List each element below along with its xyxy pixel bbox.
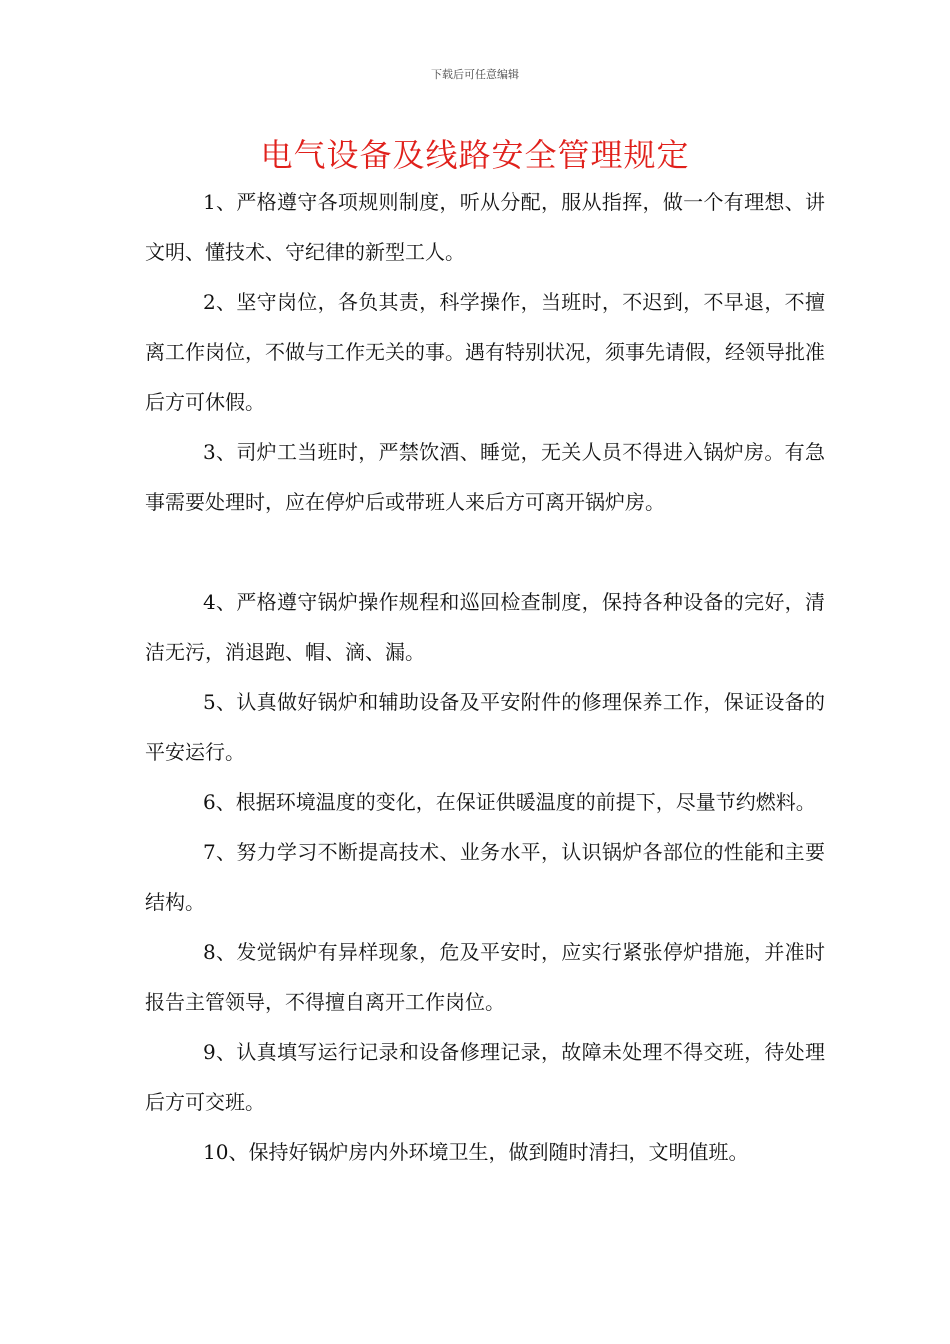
paragraph-2: 2、坚守岗位，各负其责，科学操作，当班时，不迟到，不早退，不擅离工作岗位，不做与工作无关的事。遇有特别状况，须事先请假，经领导批准后方可休假。 [145, 290, 825, 414]
paragraph-10: 10、保持好锅炉房内外环境卫生，做到随时清扫，文明值班。 [203, 1140, 749, 1164]
paragraph-7: 7、努力学习不断提高技术、业务水平，认识锅炉各部位的性能和主要结构。 [145, 840, 825, 914]
paragraph-3: 3、司炉工当班时，严禁饮酒、睡觉，无关人员不得进入锅炉房。有急事需要处理时，应在停炉后或带班人来后方可离开锅炉房。 [145, 440, 825, 514]
header-note: 下载后可任意编辑 [431, 68, 519, 81]
paragraph-4: 4、严格遵守锅炉操作规程和巡回检查制度，保持各种设备的完好，清洁无污，消退跑、帽、滴、漏。 [145, 590, 825, 664]
paragraph-9: 9、认真填写运行记录和设备修理记录，故障未处理不得交班，待处理后方可交班。 [145, 1040, 825, 1114]
paragraph-6: 6、根据环境温度的变化，在保证供暖温度的前提下，尽量节约燃料。 [203, 790, 816, 814]
paragraph-1: 1、严格遵守各项规则制度，听从分配，服从指挥，做一个有理想、讲文明、懂技术、守纪律的新型工人。 [145, 190, 825, 264]
paragraph-5: 5、认真做好锅炉和辅助设备及平安附件的修理保养工作，保证设备的平安运行。 [145, 690, 825, 764]
document-title: 电气设备及线路安全管理规定 [260, 136, 690, 174]
paragraph-8: 8、发觉锅炉有异样现象，危及平安时，应实行紧张停炉措施，并准时报告主管领导，不得擅自离开工作岗位。 [145, 940, 825, 1014]
document-body [145, 177, 825, 1177]
